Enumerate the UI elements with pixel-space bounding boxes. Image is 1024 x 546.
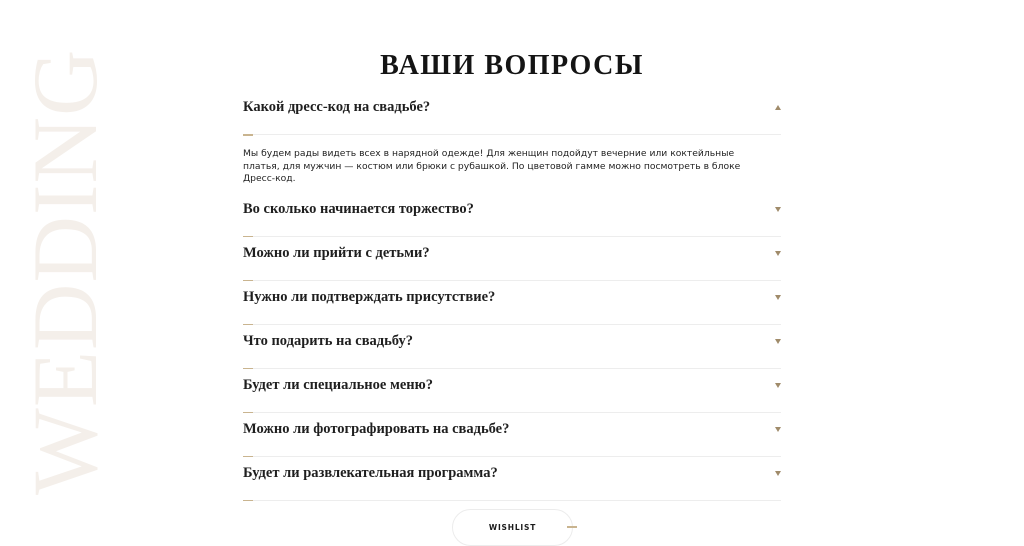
background-watermark-wedding: WEDDING [14,48,116,495]
chevron-up-icon[interactable] [775,105,781,110]
faq-question-text: Нужно ли подтверждать присутствие? [243,288,496,305]
faq-question-text: Во сколько начинается торжество? [243,200,474,217]
faq-divider [243,500,781,502]
faq-question-text: Будет ли специальное меню? [243,376,433,393]
chevron-down-icon[interactable] [775,471,781,476]
faq-answer: Мы будем рады видеть всех в нарядной одежде! Для женщин подойдут вечерние или коктейльные платья, для мужчин — костюм или брюки с рубашкой. По цветовой гамме можно посмотреть в блоке Дресс-код. [243,148,741,184]
faq-item-menu [243,370,781,414]
faq-item-entertainment [243,458,781,502]
faq-question-toggle[interactable] [243,370,781,412]
faq-item-rsvp [243,282,781,326]
faq-question-toggle[interactable] [243,194,781,236]
faq-question-text: Какой дресс-код на свадьбе? [243,99,431,115]
faq-question-toggle[interactable] [243,458,781,500]
section-title: ВАШИ ВОПРОСЫ [380,50,644,81]
faq-accordion [243,92,781,502]
faq-question-text: Что подарить на свадьбу? [243,332,413,349]
faq-question-toggle[interactable] [243,326,781,368]
faq-question-text: Можно ли прийти с детьми? [243,244,430,261]
faq-question-toggle[interactable] [243,238,781,280]
faq-question-text: Будет ли развлекательная программа? [243,464,498,481]
faq-item-photo [243,414,781,458]
chevron-down-icon[interactable] [775,383,781,388]
faq-question-text: Можно ли фотографировать на свадьбе? [243,420,510,437]
faq-question-toggle[interactable] [243,282,781,324]
chevron-down-icon[interactable] [775,339,781,344]
chevron-down-icon[interactable] [775,207,781,212]
accent-dash [243,500,253,502]
faq-question-toggle[interactable] [243,92,781,134]
faq-divider [243,134,781,136]
chevron-down-icon[interactable] [775,295,781,300]
faq-item-dress-code [243,92,781,194]
chevron-down-icon[interactable] [775,427,781,432]
wishlist-button[interactable]: WISHLIST [452,509,573,546]
chevron-down-icon[interactable] [775,251,781,256]
accent-dash [243,134,253,136]
faq-question-toggle[interactable] [243,414,781,456]
faq-item-start-time [243,194,781,238]
faq-item-children [243,238,781,282]
faq-item-gift [243,326,781,370]
accent-dash [567,526,577,528]
